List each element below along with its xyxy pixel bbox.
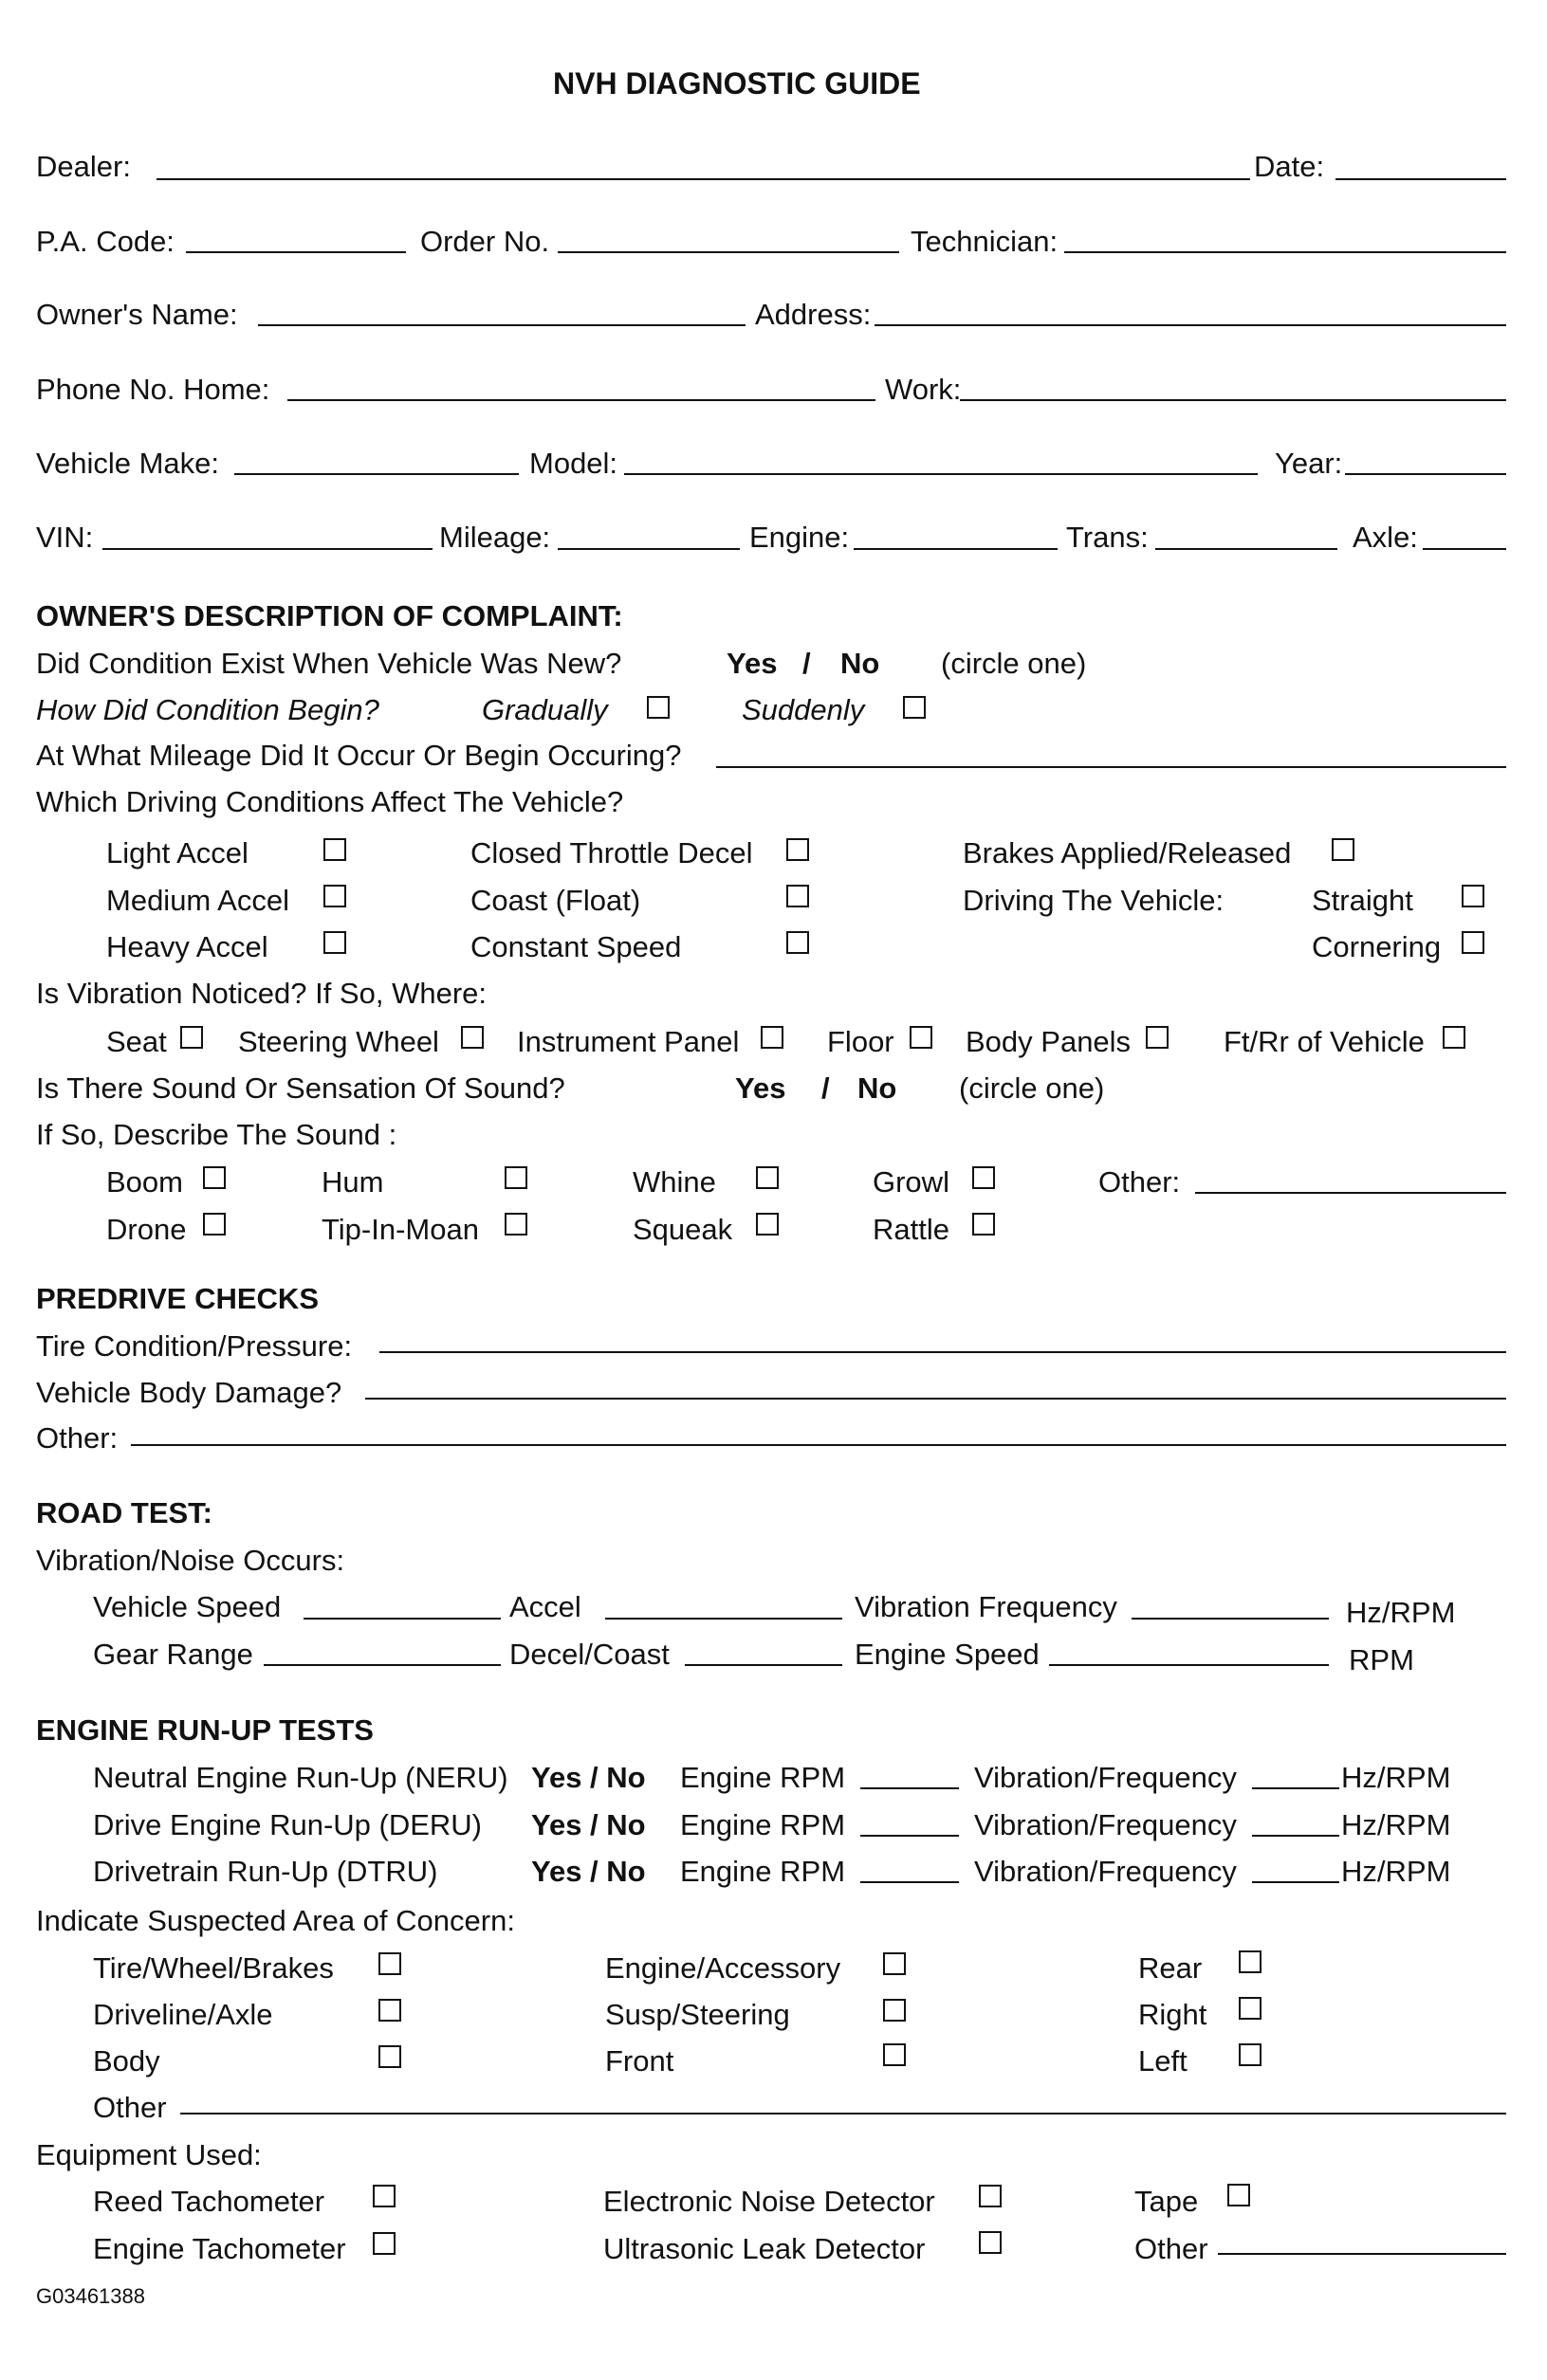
steering-wheel-label: Steering Wheel <box>238 1025 439 1058</box>
tire-wheel-checkbox[interactable] <box>378 1952 401 1975</box>
mileage-occur-field[interactable] <box>716 766 1506 768</box>
deru-label: Drive Engine Run-Up (DERU) <box>93 1808 483 1841</box>
vin-label: VIN: <box>36 521 94 554</box>
address-field[interactable] <box>875 324 1506 326</box>
accel-field[interactable] <box>605 1618 842 1620</box>
left-label: Left <box>1138 2044 1188 2078</box>
drone-checkbox[interactable] <box>203 1213 226 1236</box>
neru-yes-no-option[interactable]: Yes / No <box>531 1761 646 1794</box>
constant-speed-label: Constant Speed <box>470 930 682 963</box>
driveline-checkbox[interactable] <box>378 1999 401 2022</box>
mileage-label: Mileage: <box>439 521 551 554</box>
reed-tachometer-label: Reed Tachometer <box>93 2185 325 2218</box>
dealer-field[interactable] <box>157 178 1250 180</box>
right-label: Right <box>1138 1998 1207 2031</box>
gear-range-label: Gear Range <box>93 1638 253 1671</box>
dtru-engine-rpm-field[interactable] <box>860 1881 959 1883</box>
year-field[interactable] <box>1345 473 1506 475</box>
medium-accel-label: Medium Accel <box>106 884 289 917</box>
sound-other-field[interactable] <box>1195 1192 1506 1194</box>
address-label: Address: <box>755 298 872 331</box>
vibration-frequency-field[interactable] <box>1132 1618 1329 1620</box>
dealer-label: Dealer: <box>36 150 131 183</box>
vehicle-speed-label: Vehicle Speed <box>93 1590 282 1623</box>
floor-label: Floor <box>827 1025 894 1058</box>
equipment-heading: Equipment Used: <box>36 2138 262 2171</box>
equipment-other-field[interactable] <box>1218 2253 1506 2255</box>
deru-vib-freq-label: Vibration/Frequency <box>974 1808 1237 1841</box>
work-label: Work: <box>885 373 962 406</box>
vibration-frequency-label: Vibration Frequency <box>855 1590 1117 1623</box>
pa-code-label: P.A. Code: <box>36 225 175 258</box>
hum-label: Hum <box>322 1165 384 1199</box>
road-test-heading: ROAD TEST: <box>36 1496 212 1529</box>
engine-tachometer-label: Engine Tachometer <box>93 2232 346 2265</box>
driveline-label: Driveline/Axle <box>93 1998 273 2031</box>
rattle-label: Rattle <box>873 1213 949 1246</box>
vehicle-make-field[interactable] <box>234 473 519 475</box>
phone-home-label: Phone No. Home: <box>36 373 270 406</box>
vehicle-speed-field[interactable] <box>304 1618 501 1620</box>
pa-code-field[interactable] <box>186 251 406 253</box>
light-accel-label: Light Accel <box>106 836 249 870</box>
date-field[interactable] <box>1335 178 1506 180</box>
instrument-panel-checkbox[interactable] <box>761 1026 783 1049</box>
vehicle-make-label: Vehicle Make: <box>36 447 219 480</box>
deru-yes-no-option[interactable]: Yes / No <box>531 1808 646 1841</box>
owners-name-label: Owner's Name: <box>36 298 238 331</box>
boom-checkbox[interactable] <box>203 1166 226 1189</box>
straight-label: Straight <box>1312 884 1413 917</box>
order-no-label: Order No. <box>420 225 550 258</box>
trans-field[interactable] <box>1155 548 1337 550</box>
tire-wheel-label: Tire/Wheel/Brakes <box>93 1951 334 1985</box>
deru-engine-rpm-field[interactable] <box>860 1835 959 1837</box>
q-vibration-label: Is Vibration Noticed? If So, Where: <box>36 977 487 1010</box>
body-damage-label: Vehicle Body Damage? <box>36 1376 342 1409</box>
closed-throttle-checkbox[interactable] <box>786 838 809 861</box>
brakes-label: Brakes Applied/Released <box>963 836 1292 870</box>
neru-hz-rpm-unit: Hz/RPM <box>1341 1761 1451 1794</box>
model-label: Model: <box>529 447 618 480</box>
hz-rpm-unit: Hz/RPM <box>1346 1596 1456 1629</box>
right-checkbox[interactable] <box>1239 1997 1262 2020</box>
hum-checkbox[interactable] <box>505 1166 527 1189</box>
accel-label: Accel <box>509 1590 581 1623</box>
page-title: NVH DIAGNOSTIC GUIDE <box>553 66 921 101</box>
noise-detector-checkbox[interactable] <box>979 2185 1002 2207</box>
new-yes-option[interactable]: Yes <box>727 647 778 680</box>
tire-condition-label: Tire Condition/Pressure: <box>36 1329 353 1363</box>
q-mileage-label: At What Mileage Did It Occur Or Begin Occuring? <box>36 739 682 772</box>
body-panels-checkbox[interactable] <box>1146 1026 1169 1049</box>
engine-speed-label: Engine Speed <box>855 1638 1040 1671</box>
leak-detector-label: Ultrasonic Leak Detector <box>603 2232 926 2265</box>
figure-code: G03461388 <box>36 2284 145 2308</box>
tip-in-moan-label: Tip-In-Moan <box>322 1213 479 1246</box>
gear-range-field[interactable] <box>264 1664 501 1666</box>
date-label: Date: <box>1254 150 1325 183</box>
closed-throttle-label: Closed Throttle Decel <box>470 836 753 870</box>
runup-heading: ENGINE RUN-UP TESTS <box>36 1713 374 1747</box>
neru-vib-freq-label: Vibration/Frequency <box>974 1761 1237 1794</box>
axle-field[interactable] <box>1423 548 1506 550</box>
dtru-yes-no-option[interactable]: Yes / No <box>531 1855 646 1888</box>
coast-label: Coast (Float) <box>470 884 641 917</box>
driving-vehicle-label: Driving The Vehicle: <box>963 884 1225 917</box>
susp-steering-label: Susp/Steering <box>605 1998 790 2031</box>
boom-label: Boom <box>106 1165 183 1199</box>
tape-label: Tape <box>1134 2185 1199 2218</box>
body-damage-field[interactable] <box>365 1398 1506 1400</box>
q-driving-label: Which Driving Conditions Affect The Vehicle? <box>36 785 624 818</box>
concern-other-label: Other <box>93 2091 167 2124</box>
tape-checkbox[interactable] <box>1227 2184 1250 2206</box>
rattle-checkbox[interactable] <box>972 1213 995 1236</box>
sound-yes-option[interactable]: Yes <box>735 1071 786 1105</box>
vibration-occurs-label: Vibration/Noise Occurs: <box>36 1544 345 1577</box>
body-checkbox[interactable] <box>378 2045 401 2068</box>
neru-engine-rpm-label: Engine RPM <box>680 1761 846 1794</box>
growl-label: Growl <box>873 1165 949 1199</box>
new-no-option[interactable]: No <box>840 647 880 680</box>
mileage-field[interactable] <box>558 548 740 550</box>
medium-accel-checkbox[interactable] <box>323 885 346 907</box>
gradually-checkbox[interactable] <box>647 696 670 719</box>
decel-coast-label: Decel/Coast <box>509 1638 670 1671</box>
light-accel-checkbox[interactable] <box>323 838 346 861</box>
dtru-engine-rpm-label: Engine RPM <box>680 1855 846 1888</box>
sound-other-label: Other: <box>1098 1165 1181 1199</box>
deru-engine-rpm-label: Engine RPM <box>680 1808 846 1841</box>
ft-rr-label: Ft/Rr of Vehicle <box>1224 1025 1425 1058</box>
order-no-field[interactable] <box>558 251 899 253</box>
technician-field[interactable] <box>1064 251 1506 253</box>
cornering-label: Cornering <box>1312 930 1442 963</box>
sound-no-option[interactable]: No <box>857 1071 897 1105</box>
body-panels-label: Body Panels <box>966 1025 1132 1058</box>
technician-label: Technician: <box>911 225 1059 258</box>
heavy-accel-label: Heavy Accel <box>106 930 268 963</box>
suddenly-label: Suddenly <box>742 693 865 726</box>
seat-checkbox[interactable] <box>180 1026 203 1049</box>
coast-checkbox[interactable] <box>786 885 809 907</box>
brakes-checkbox[interactable] <box>1332 838 1354 861</box>
growl-checkbox[interactable] <box>972 1166 995 1189</box>
reed-tachometer-checkbox[interactable] <box>373 2185 396 2207</box>
noise-detector-label: Electronic Noise Detector <box>603 2185 935 2218</box>
concern-other-field[interactable] <box>180 2113 1506 2115</box>
front-checkbox[interactable] <box>883 2043 906 2066</box>
engine-accessory-checkbox[interactable] <box>883 1952 906 1975</box>
ft-rr-checkbox[interactable] <box>1443 1026 1465 1049</box>
dtru-hz-rpm-unit: Hz/RPM <box>1341 1855 1451 1888</box>
deru-vib-freq-field[interactable] <box>1252 1835 1339 1837</box>
sound-slash: / <box>821 1071 830 1105</box>
squeak-label: Squeak <box>633 1213 733 1246</box>
engine-field[interactable] <box>854 548 1058 550</box>
engine-speed-field[interactable] <box>1049 1664 1329 1666</box>
work-field[interactable] <box>960 399 1506 401</box>
drone-label: Drone <box>106 1213 187 1246</box>
whine-checkbox[interactable] <box>756 1166 779 1189</box>
leak-detector-checkbox[interactable] <box>979 2231 1002 2254</box>
owners-name-field[interactable] <box>258 324 746 326</box>
new-slash: / <box>802 647 811 680</box>
seat-label: Seat <box>106 1025 167 1058</box>
vin-field[interactable] <box>102 548 433 550</box>
engine-label: Engine: <box>749 521 850 554</box>
instrument-panel-label: Instrument Panel <box>517 1025 740 1058</box>
constant-speed-checkbox[interactable] <box>786 931 809 954</box>
new-circle-one: (circle one) <box>941 647 1087 680</box>
whine-label: Whine <box>633 1165 716 1199</box>
phone-home-field[interactable] <box>287 399 875 401</box>
predrive-other-label: Other: <box>36 1421 119 1455</box>
body-label: Body <box>93 2044 160 2078</box>
engine-tachometer-checkbox[interactable] <box>373 2232 396 2255</box>
model-field[interactable] <box>624 473 1258 475</box>
rpm-unit: RPM <box>1349 1643 1414 1676</box>
squeak-checkbox[interactable] <box>756 1213 779 1236</box>
tire-condition-field[interactable] <box>379 1351 1506 1353</box>
suddenly-checkbox[interactable] <box>903 696 926 719</box>
dtru-label: Drivetrain Run-Up (DTRU) <box>93 1855 438 1888</box>
dtru-vib-freq-label: Vibration/Frequency <box>974 1855 1237 1888</box>
concern-heading: Indicate Suspected Area of Concern: <box>36 1904 515 1937</box>
equipment-other-label: Other <box>1134 2232 1208 2265</box>
cornering-checkbox[interactable] <box>1462 931 1484 954</box>
neru-vib-freq-field[interactable] <box>1252 1787 1339 1789</box>
q-new-label: Did Condition Exist When Vehicle Was New? <box>36 647 622 680</box>
trans-label: Trans: <box>1066 521 1149 554</box>
complaint-heading: OWNER'S DESCRIPTION OF COMPLAINT: <box>36 599 623 632</box>
rear-label: Rear <box>1138 1951 1203 1985</box>
decel-coast-field[interactable] <box>685 1664 842 1666</box>
predrive-other-field[interactable] <box>131 1444 1506 1446</box>
dtru-vib-freq-field[interactable] <box>1252 1881 1339 1883</box>
susp-steering-checkbox[interactable] <box>883 1999 906 2022</box>
tip-in-moan-checkbox[interactable] <box>505 1213 527 1236</box>
neru-label: Neutral Engine Run-Up (NERU) <box>93 1761 508 1794</box>
neru-engine-rpm-field[interactable] <box>860 1787 959 1789</box>
front-label: Front <box>605 2044 674 2078</box>
predrive-heading: PREDRIVE CHECKS <box>36 1282 319 1315</box>
floor-checkbox[interactable] <box>910 1026 932 1049</box>
year-label: Year: <box>1275 447 1343 480</box>
axle-label: Axle: <box>1353 521 1418 554</box>
gradually-label: Gradually <box>482 693 608 726</box>
q-describe-label: If So, Describe The Sound : <box>36 1118 397 1151</box>
heavy-accel-checkbox[interactable] <box>323 931 346 954</box>
left-checkbox[interactable] <box>1239 2043 1262 2066</box>
steering-wheel-checkbox[interactable] <box>461 1026 484 1049</box>
q-sound-label: Is There Sound Or Sensation Of Sound? <box>36 1071 565 1105</box>
rear-checkbox[interactable] <box>1239 1950 1262 1973</box>
straight-checkbox[interactable] <box>1462 885 1484 907</box>
sound-circle-one: (circle one) <box>959 1071 1105 1105</box>
engine-accessory-label: Engine/Accessory <box>605 1951 841 1985</box>
q-begin-label: How Did Condition Begin? <box>36 693 379 726</box>
deru-hz-rpm-unit: Hz/RPM <box>1341 1808 1451 1841</box>
